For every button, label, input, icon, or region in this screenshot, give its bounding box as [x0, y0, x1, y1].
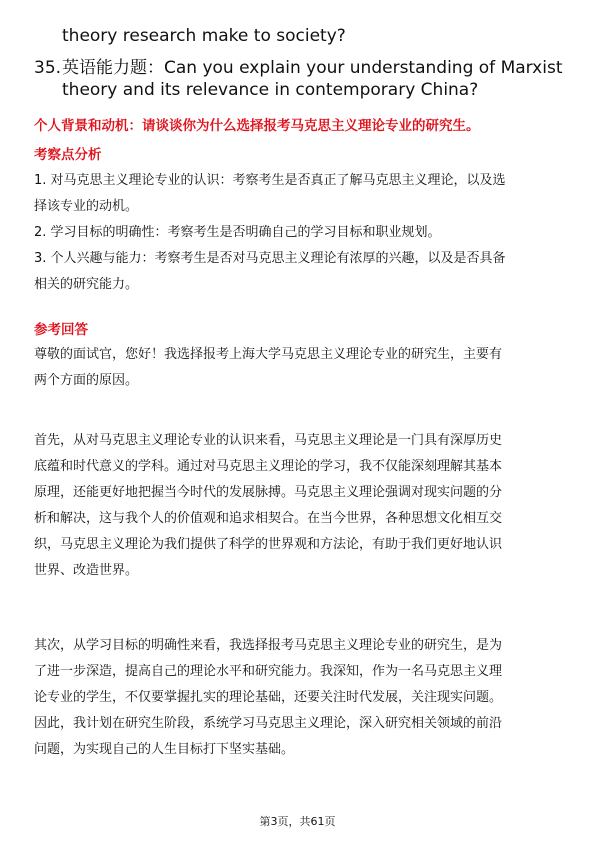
analysis-item-1-line-1: 1. 对马克思主义理论专业的认识：考察考生是否真正了解马克思主义理论，以及选	[34, 173, 506, 188]
answer-first-line-1: 首先，从对马克思主义理论专业的认识来看，马克思主义理论是一门具有深厚历史	[34, 433, 503, 448]
analysis-list	[34, 168, 562, 298]
answer-paragraph-first	[34, 428, 562, 584]
answer-intro	[34, 342, 562, 394]
question-35	[34, 57, 562, 101]
answer-second-line-3: 论专业的学生，不仅要掌握扎实的理论基础，还要关注时代发展，关注现实问题。	[34, 690, 503, 705]
question-text	[62, 57, 562, 101]
answer-first-line-2: 底蕴和时代意义的学科。通过对马克思主义理论的学习，我不仅能深刻理解其基本	[34, 459, 503, 474]
page-number-footer: 第3页，共61页	[259, 815, 336, 828]
answer-paragraph-second	[34, 633, 562, 763]
analysis-item-1-line-2: 择该专业的动机。	[34, 199, 139, 214]
answer-first-line-6: 世界、改造世界。	[34, 563, 139, 578]
answer-heading: 参考回答	[34, 322, 88, 338]
analysis-item-3-line-2: 相关的研究能力。	[34, 277, 139, 292]
answer-second-line-4: 因此，我计划在研究生阶段，系统学习马克思主义理论，深入研究相关领域的前沿	[34, 716, 503, 731]
analysis-item-2: 2. 学习目标的明确性：考察考生是否明确自己的学习目标和职业规划。	[34, 225, 441, 240]
previous-question-continuation: theory research make to society?	[62, 26, 346, 46]
answer-intro-line-2: 两个方面的原因。	[34, 373, 139, 388]
answer-second-line-2: 了进一步深造，提高自己的理论水平和研究能力。我深知，作为一名马克思主义理	[34, 664, 503, 679]
answer-first-line-4: 析和解决，这与我个人的价值观和追求相契合。在当今世界，各种思想文化相互交	[34, 511, 503, 526]
question-number: 35.	[34, 58, 62, 78]
answer-first-line-5: 织，马克思主义理论为我们提供了科学的世界观和方法论，有助于我们更好地认识	[34, 537, 503, 552]
answer-first-line-3: 原理，还能更好地把握当今时代的发展脉搏。马克思主义理论强调对现实问题的分	[34, 485, 503, 500]
analysis-item-3-line-1: 3. 个人兴趣与能力：考察考生是否对马克思主义理论有浓厚的兴趣，以及是否具备	[34, 251, 506, 266]
analysis-heading: 考察点分析	[34, 147, 102, 163]
question-text-line-2: theory and its relevance in contemporary China?	[62, 80, 479, 100]
question-text-line-1: 英语能力题：Can you explain your understanding of Marxist	[62, 58, 563, 78]
answer-second-line-5: 问题，为实现自己的人生目标打下坚实基础。	[34, 742, 295, 757]
answer-second-line-1: 其次，从学习目标的明确性来看，我选择报考马克思主义理论专业的研究生，是为	[34, 638, 503, 653]
answer-intro-line-1: 尊敬的面试官，您好！我选择报考上海大学马克思主义理论专业的研究生，主要有	[34, 347, 503, 362]
prompt-heading: 个人背景和动机：请谈谈你为什么选择报考马克思主义理论专业的研究生。	[34, 118, 480, 134]
